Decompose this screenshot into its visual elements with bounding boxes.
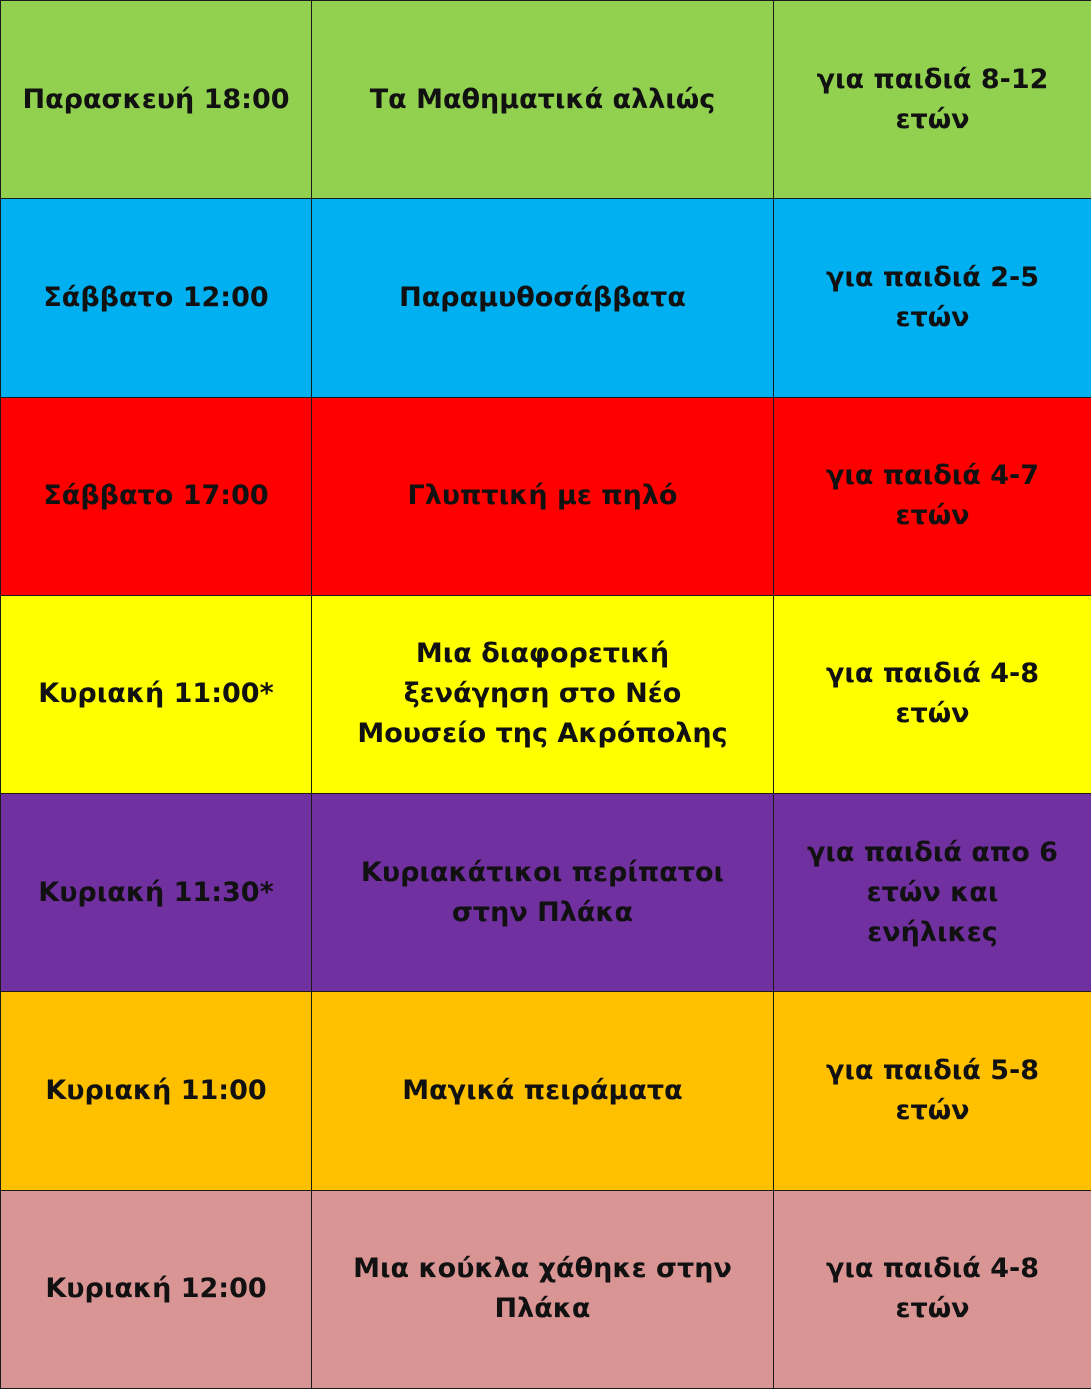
schedule-row [1, 397, 1091, 595]
activity-title-cell: Μαγικά πειράματα [312, 992, 774, 1190]
schedule-row [1, 1, 1091, 199]
schedule-row [1, 1190, 1091, 1388]
time-cell: Σάββατο 12:00 [1, 199, 312, 397]
activity-title-cell: Γλυπτική με πηλό [312, 397, 774, 595]
activity-title-cell: Μια κούκλα χάθηκε στην Πλάκα [312, 1190, 774, 1388]
age-group-cell: για παιδιά απο 6 ετών και ενήλικες [774, 794, 1091, 992]
time-cell: Κυριακή 12:00 [1, 1190, 312, 1388]
age-group-cell: για παιδιά 4-8 ετών [774, 1190, 1091, 1388]
activity-title-cell: Μια διαφορετική ξενάγηση στο Νέο Μουσείο της Ακρόπολης [312, 595, 774, 793]
age-group-cell: για παιδιά 5-8 ετών [774, 992, 1091, 1190]
time-cell: Κυριακή 11:00* [1, 595, 312, 793]
activity-title-cell: Τα Μαθηματικά αλλιώς [312, 1, 774, 199]
age-group-cell: για παιδιά 4-7 ετών [774, 397, 1091, 595]
time-cell: Κυριακή 11:00 [1, 992, 312, 1190]
schedule-row [1, 992, 1091, 1190]
schedule-row [1, 199, 1091, 397]
age-group-cell: για παιδιά 8-12 ετών [774, 1, 1091, 199]
time-cell: Κυριακή 11:30* [1, 794, 312, 992]
time-cell: Σάββατο 17:00 [1, 397, 312, 595]
schedule-row [1, 794, 1091, 992]
age-group-cell: για παιδιά 4-8 ετών [774, 595, 1091, 793]
schedule-row [1, 595, 1091, 793]
time-cell: Παρασκευή 18:00 [1, 1, 312, 199]
activity-title-cell: Παραμυθοσάββατα [312, 199, 774, 397]
activity-title-cell: Κυριακάτικοι περίπατοι στην Πλάκα [312, 794, 774, 992]
age-group-cell: για παιδιά 2-5 ετών [774, 199, 1091, 397]
